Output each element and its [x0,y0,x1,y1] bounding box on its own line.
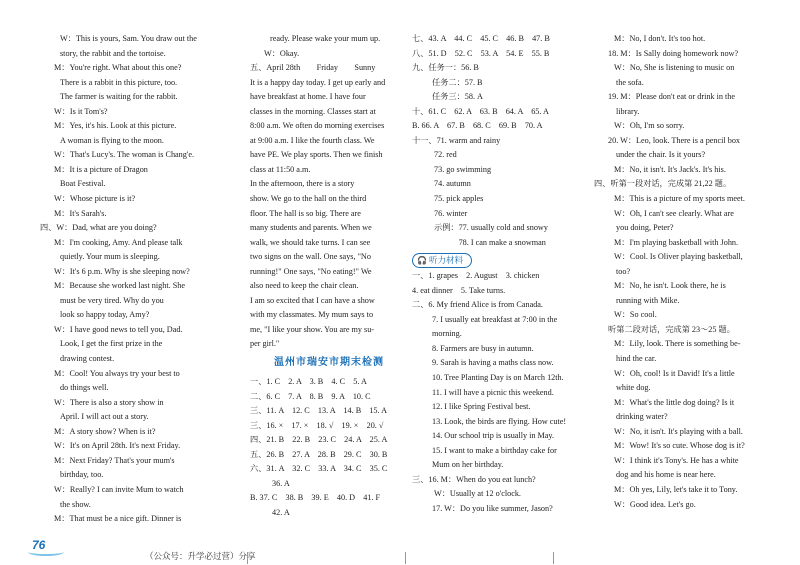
text-line: must be very tired. Why do you [60,295,164,305]
text-line: W：I have good news to tell you, Dad. [54,324,183,334]
text-line: hind the car. [616,354,657,364]
text-line: W：Cool. Is Oliver playing basketball, [614,252,743,262]
text-line: you doing, Peter? [616,223,674,233]
text-line: M：What's the little dog doing? Is it [614,397,735,407]
text-line: M：Cool! You always try your best to [54,368,180,378]
text-line: A woman is flying to the moon. [60,135,164,145]
text-line: W：It's 6 p.m. Why is she sleeping now? [54,266,190,276]
text-line: 76. winter [434,208,468,218]
text-line: 任务二：57. B [432,77,483,87]
text-line: with my classmates. My mum says to [250,310,374,320]
text-line: dog and his home is near here. [616,470,716,480]
text-line: 7. I usually eat breakfast at 7:00 in the [432,314,558,324]
text-line: Boat Festival. [60,179,106,189]
text-line: 一、1. C 2. A 3. B 4. C 5. A [250,377,367,387]
text-line: ready. Please wake your mum up. [270,34,381,43]
text-line: 36. A [272,478,290,488]
text-line: 三、11. A 12. C 13. A 14. B 15. A [250,406,388,416]
text-line: M：I'm playing basketball with John. [614,237,739,247]
text-line: M：It's Sarah's. [54,208,107,218]
text-line: 19. M：Please don't eat or drink in the [608,92,735,102]
text-line: Look, I get the first prize in the [60,339,163,349]
text-line: W：Oh, cool! Is it David! It's a little [614,368,735,378]
text-line: 78. I can make a snowman [434,237,546,247]
text-line: 17. W：Do you like summer, Jason? [432,503,553,513]
text-line: morning. [432,329,462,339]
text-line: 4. eat dinner 5. Take turns. [412,285,506,295]
text-line: In the afternoon, there is a story [250,179,355,189]
text-line: 11. I will have a picnic this weekend. [432,387,554,397]
text-line: M：No, I don't. It's too hot. [614,34,706,43]
text-line: running with Mike. [616,295,680,305]
text-line: 五、26. B 27. A 28. B 29. C 30. B [250,449,388,459]
listening-material-badge [412,253,472,268]
text-line: W：No, it isn't. It's playing with a ball. [614,426,743,436]
text-line: 示例：77. usually cold and snowy [434,223,548,233]
diary-passage [250,32,408,352]
text-line: 15. I want to make a birthday cake for [432,445,557,455]
text-line: 14. Our school trip is usually in May. [432,431,555,441]
text-line: M：This is a picture of my sports meet. [614,194,745,204]
text-line: drawing contest. [60,354,115,364]
text-line: at 9:00 a.m. I like the fourth class. We [250,135,375,145]
page-number [28,538,58,556]
text-line: 74. autumn [434,179,471,189]
text-line: the sofa. [616,77,644,87]
text-line: 75. pick apples [434,194,484,204]
text-line: M：Lily, look. There is something be- [614,339,741,349]
text-line: I am so excited that I can have a show [250,295,375,305]
text-line: M：It is a picture of Dragon [54,164,148,174]
text-line: under the chair. Is it yours? [616,150,706,160]
text-line: W：That's Lucy's. The woman is Chang'e. [54,150,195,160]
column-4 [594,32,794,512]
column-3 [412,32,604,517]
text-line: also need to keep the chair clean. [250,281,359,291]
column-2 [250,32,408,521]
text-line: 20. W：Leo, look. There is a pencil box [608,135,741,145]
text-line: have breakfast at home. I have four [250,92,366,102]
headphones-icon: 🎧 [417,256,427,266]
text-line: 五、April 28th Friday Sunny [250,63,376,73]
text-line: M：Next Friday? That's your mum's [54,455,175,465]
text-line: per girl." [250,339,280,349]
text-line: floor. The hall is so big. There are [250,208,361,218]
text-line: 听第二段对话，完成第 23～25 题。 [608,324,735,334]
text-line: M：Wow! It's so cute. Whose dog is it? [614,441,745,451]
text-line: 三、16. × 17. × 18. √ 19. × 20. √ [250,420,384,430]
text-line: too? [616,266,631,276]
text-line: 三、16. M：When do you eat lunch? [412,474,536,484]
text-line: 六、31. A 32. C 33. A 34. C 35. C [250,464,388,474]
text-line: many students and parents. When we [250,223,372,233]
text-line: 九、任务一：56. B [412,63,479,73]
text-line: M：Yes, it's his. Look at this picture. [54,121,177,131]
answer-key-continued [412,32,604,250]
text-line: W：Really? I can invite Mum to watch [54,484,184,494]
text-line: W：Okay. [264,48,300,58]
text-line: W：No, She is listening to music on [614,63,735,73]
text-line: M：Because she worked last night. She [54,281,185,291]
answer-key [250,375,408,520]
column-divider [405,552,406,564]
text-line: 二、6. My friend Alice is from Canada. [412,300,543,310]
text-line: There is a rabbit in this picture, too. [60,77,178,87]
section-title: 温州市瑞安市期末检测 [274,357,384,369]
text-line: 10. Tree Planting Day is on March 12th. [432,373,564,383]
text-line: M：That must be a nice gift. Dinner is [54,514,182,524]
wave-decoration [28,548,64,556]
footer-text: （公众号：升学必过营）分享 [145,551,256,561]
text-line: W：So cool. [614,310,657,320]
text-line: 任务三：58. A [432,92,483,102]
text-line: 12. I like Spring Festival best. [432,402,531,412]
text-line: The farmer is waiting for the rabbit. [60,92,178,102]
text-line: 四、W：Dad, what are you doing? [40,223,157,233]
text-line: M：I'm cooking, Amy. And please talk [54,237,183,247]
text-line: 42. A [272,507,290,517]
text-line: 二、6. C 7. A 8. B 9. A 10. C [250,391,371,401]
text-line: W：This is yours, Sam. You draw out the [60,34,197,43]
text-line: the show. [60,499,91,509]
text-line: 73. go swimming [434,164,492,174]
text-line: 四、21. B 22. B 23. C 24. A 25. A [250,435,388,445]
text-line: classes in the morning. Classes start at [250,106,376,116]
text-line: M：Oh yes, Lily, let's take it to Tony. [614,484,738,494]
text-line: have PE. We play sports. Then we finish [250,150,383,160]
listening-label: 听力材料 [428,255,463,266]
text-line: me, "I like your show. You are my su- [250,324,375,334]
text-line: 8:00 a.m. We often do morning exercises [250,121,385,131]
text-line: walk, we should take turns. I can see [250,237,371,247]
page-number-text: 76 [32,538,46,552]
text-line: W：Whose picture is it? [54,194,136,204]
text-line: W：Oh, I'm so sorry. [614,121,685,131]
text-line: 十一、71. warm and rainy [412,135,501,145]
column-divider [553,552,554,564]
text-line: quietly. Your mum is sleeping. [60,252,160,262]
text-line: M：No, he isn't. Look there, he is [614,281,726,291]
text-line: 八、51. D 52. C 53. A 54. E 55. B [412,48,550,58]
text-line: two signs on the wall. One says, "No [250,252,371,262]
text-line: M：No, it isn't. It's Jack's. It's his. [614,164,726,174]
text-line: do things well. [60,383,109,393]
text-line: birthday, too. [60,470,104,480]
text-line: look so happy today, Amy? [60,310,150,320]
text-line: 七、43. A 44. C 45. C 46. B 47. B [412,34,550,43]
text-line: W：Is it Tom's? [54,106,108,116]
text-line: Mum on her birthday. [432,460,504,470]
text-line: 13. Look, the birds are flying. How cute! [432,416,567,426]
text-line: W：It's on April 28th. It's next Friday. [54,441,181,451]
text-line: 72. red [434,150,457,160]
text-line: B. 66. A 67. B 68. C 69. B 70. A [412,121,543,131]
column-divider [247,552,248,564]
text-line: W：I think it's Tony's. He has a white [614,455,739,465]
text-line: B. 37. C 38. B 39. E 40. D 41. F [250,493,381,503]
listening-script [412,269,604,516]
text-line: M：You're right. What about this one? [54,63,182,73]
text-line: April. I will act out a story. [60,412,149,422]
text-line: library. [616,106,640,116]
text-line: 十、61. C 62. A 63. B 64. A 65. A [412,106,549,116]
text-line: W：Good idea. Let's go. [614,499,696,509]
text-line: show. We go to the hall on the third [250,194,367,204]
text-line: running!" One says, "No eating!" We [250,266,372,276]
text-line: M：A story show? When is it? [54,426,156,436]
column-1 [40,32,240,527]
text-line: story, the rabbit and the tortoise. [60,48,166,58]
text-line: 8. Farmers are busy in autumn. [432,343,534,353]
text-line: class at 11:50 a.m. [250,164,311,174]
text-line: 9. Sarah is having a maths class now. [432,358,554,368]
text-line: W：Oh, I can't see clearly. What are [614,208,734,218]
text-line: It is a happy day today. I get up early and [250,77,386,87]
text-line: 18. M：Is Sally doing homework now? [608,48,739,58]
text-line: 四、听第一段对话，完成第 21,22 题。 [594,179,732,189]
text-line: drinking water? [616,412,668,422]
text-line: W：Usually at 12 o'clock. [434,489,521,499]
text-line: W：There is also a story show in [54,397,164,407]
text-line: white dog. [616,383,651,393]
text-line: 一、1. grapes 2. August 3. chicken [412,271,540,281]
